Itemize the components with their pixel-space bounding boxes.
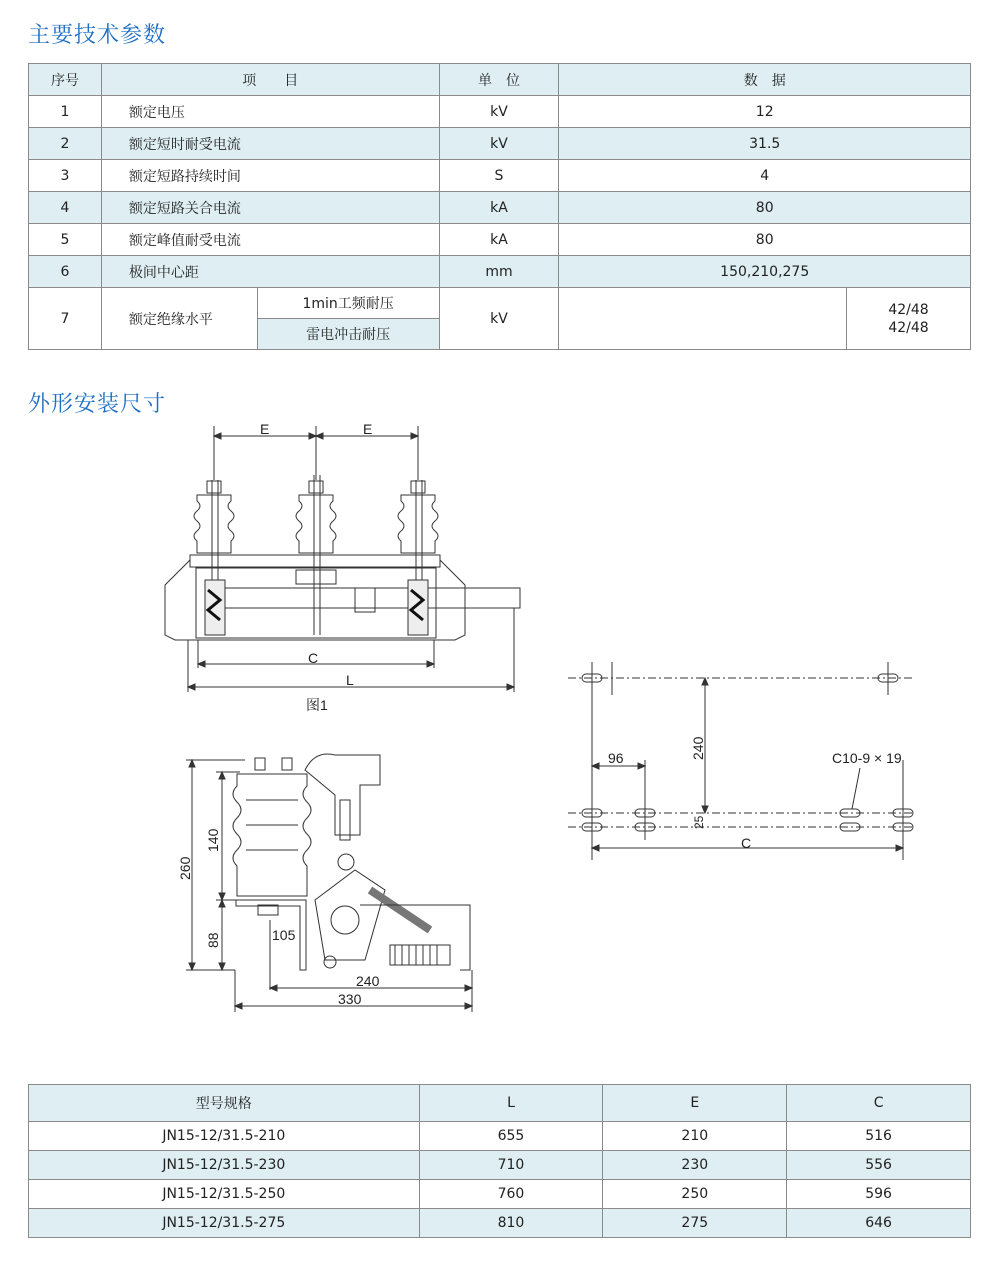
- header-item: 项 目: [101, 64, 439, 96]
- header-no: 序号: [29, 64, 102, 96]
- cell-model: JN15-12/31.5-230: [29, 1151, 420, 1180]
- dim-label-105: 105: [272, 927, 296, 943]
- row-value: 80: [559, 224, 971, 256]
- cell-e: 250: [603, 1180, 787, 1209]
- dim-label-l: L: [346, 672, 354, 688]
- row-no: 7: [29, 288, 102, 350]
- header-l: L: [419, 1085, 603, 1122]
- row-subitem: 雷电冲击耐压: [257, 319, 439, 350]
- table-row: [29, 1180, 971, 1209]
- dim-label-260: 260: [177, 856, 193, 880]
- row-no: 5: [29, 224, 102, 256]
- dim-label-e-left: E: [260, 421, 270, 437]
- cell-c: 596: [787, 1180, 971, 1209]
- header-value: 数 据: [559, 64, 971, 96]
- table-row: [29, 1122, 971, 1151]
- row-item: 额定峰值耐受电流: [101, 224, 439, 256]
- row-no: 2: [29, 128, 102, 160]
- table-row: [29, 1209, 971, 1238]
- row-unit: mm: [439, 256, 559, 288]
- cell-model: JN15-12/31.5-250: [29, 1180, 420, 1209]
- row-no: 3: [29, 160, 102, 192]
- row-no: 6: [29, 256, 102, 288]
- row-unit: kV: [439, 288, 559, 350]
- cell-e: 275: [603, 1209, 787, 1238]
- row-no: 1: [29, 96, 102, 128]
- front-view-drawing: [165, 426, 520, 692]
- dim-label-c: C: [308, 650, 319, 666]
- row-no: 4: [29, 192, 102, 224]
- section-title-dimensions: 外形安装尺寸: [28, 392, 167, 417]
- row-value: 150,210,275: [559, 256, 971, 288]
- model-table: [28, 1084, 971, 1238]
- row-value: 12: [559, 96, 971, 128]
- row-value: 31.5: [559, 128, 971, 160]
- row-subitem: 1min工频耐压: [257, 288, 439, 319]
- row-unit: kA: [439, 192, 559, 224]
- row-item: 额定短路持续时间: [101, 160, 439, 192]
- cell-e: 210: [603, 1122, 787, 1151]
- cell-l: 810: [419, 1209, 603, 1238]
- slot-label: C10-9 × 19: [832, 750, 902, 766]
- row-item: 极间中心距: [101, 256, 439, 288]
- row-item: 额定短路关合电流: [101, 192, 439, 224]
- dim-label-140: 140: [205, 828, 221, 852]
- header-unit: 单 位: [439, 64, 559, 96]
- cell-e: 230: [603, 1151, 787, 1180]
- dim-label-e-right: E: [363, 421, 373, 437]
- cell-c: 516: [787, 1122, 971, 1151]
- model-header-row: [29, 1085, 971, 1122]
- header-model: 型号规格: [29, 1085, 420, 1122]
- row-item: 额定绝缘水平: [101, 288, 257, 350]
- cell-l: 760: [419, 1180, 603, 1209]
- row-unit: kA: [439, 224, 559, 256]
- dim-label-240-vertical: 240: [690, 736, 706, 760]
- cell-c: 556: [787, 1151, 971, 1180]
- dim-label-330: 330: [338, 991, 362, 1007]
- dim-label-88: 88: [205, 932, 221, 948]
- side-view-drawing: [186, 754, 472, 1012]
- value-power-frequency: 42/48: [888, 301, 929, 318]
- row-unit: kV: [439, 128, 559, 160]
- cell-c: 646: [787, 1209, 971, 1238]
- dim-label-25: 25: [692, 815, 706, 829]
- cell-l: 710: [419, 1151, 603, 1180]
- dim-label-96: 96: [608, 750, 624, 766]
- row-value: 4: [559, 160, 971, 192]
- row-item: 额定电压: [101, 96, 439, 128]
- row-value: 80: [559, 192, 971, 224]
- value-lightning-impulse: 42/48: [888, 319, 929, 336]
- section-title-parameters: 主要技术参数: [28, 23, 167, 48]
- cell-l: 655: [419, 1122, 603, 1151]
- row-unit: S: [439, 160, 559, 192]
- figure-caption: 图1: [306, 697, 328, 713]
- row-unit: kV: [439, 96, 559, 128]
- header-e: E: [603, 1085, 787, 1122]
- dim-label-c-mount: C: [741, 835, 752, 851]
- cell-model: JN15-12/31.5-275: [29, 1209, 420, 1238]
- dim-label-240: 240: [356, 973, 380, 989]
- cell-model: JN15-12/31.5-210: [29, 1122, 420, 1151]
- table-row: [29, 1151, 971, 1180]
- row-item: 额定短时耐受电流: [101, 128, 439, 160]
- header-c: C: [787, 1085, 971, 1122]
